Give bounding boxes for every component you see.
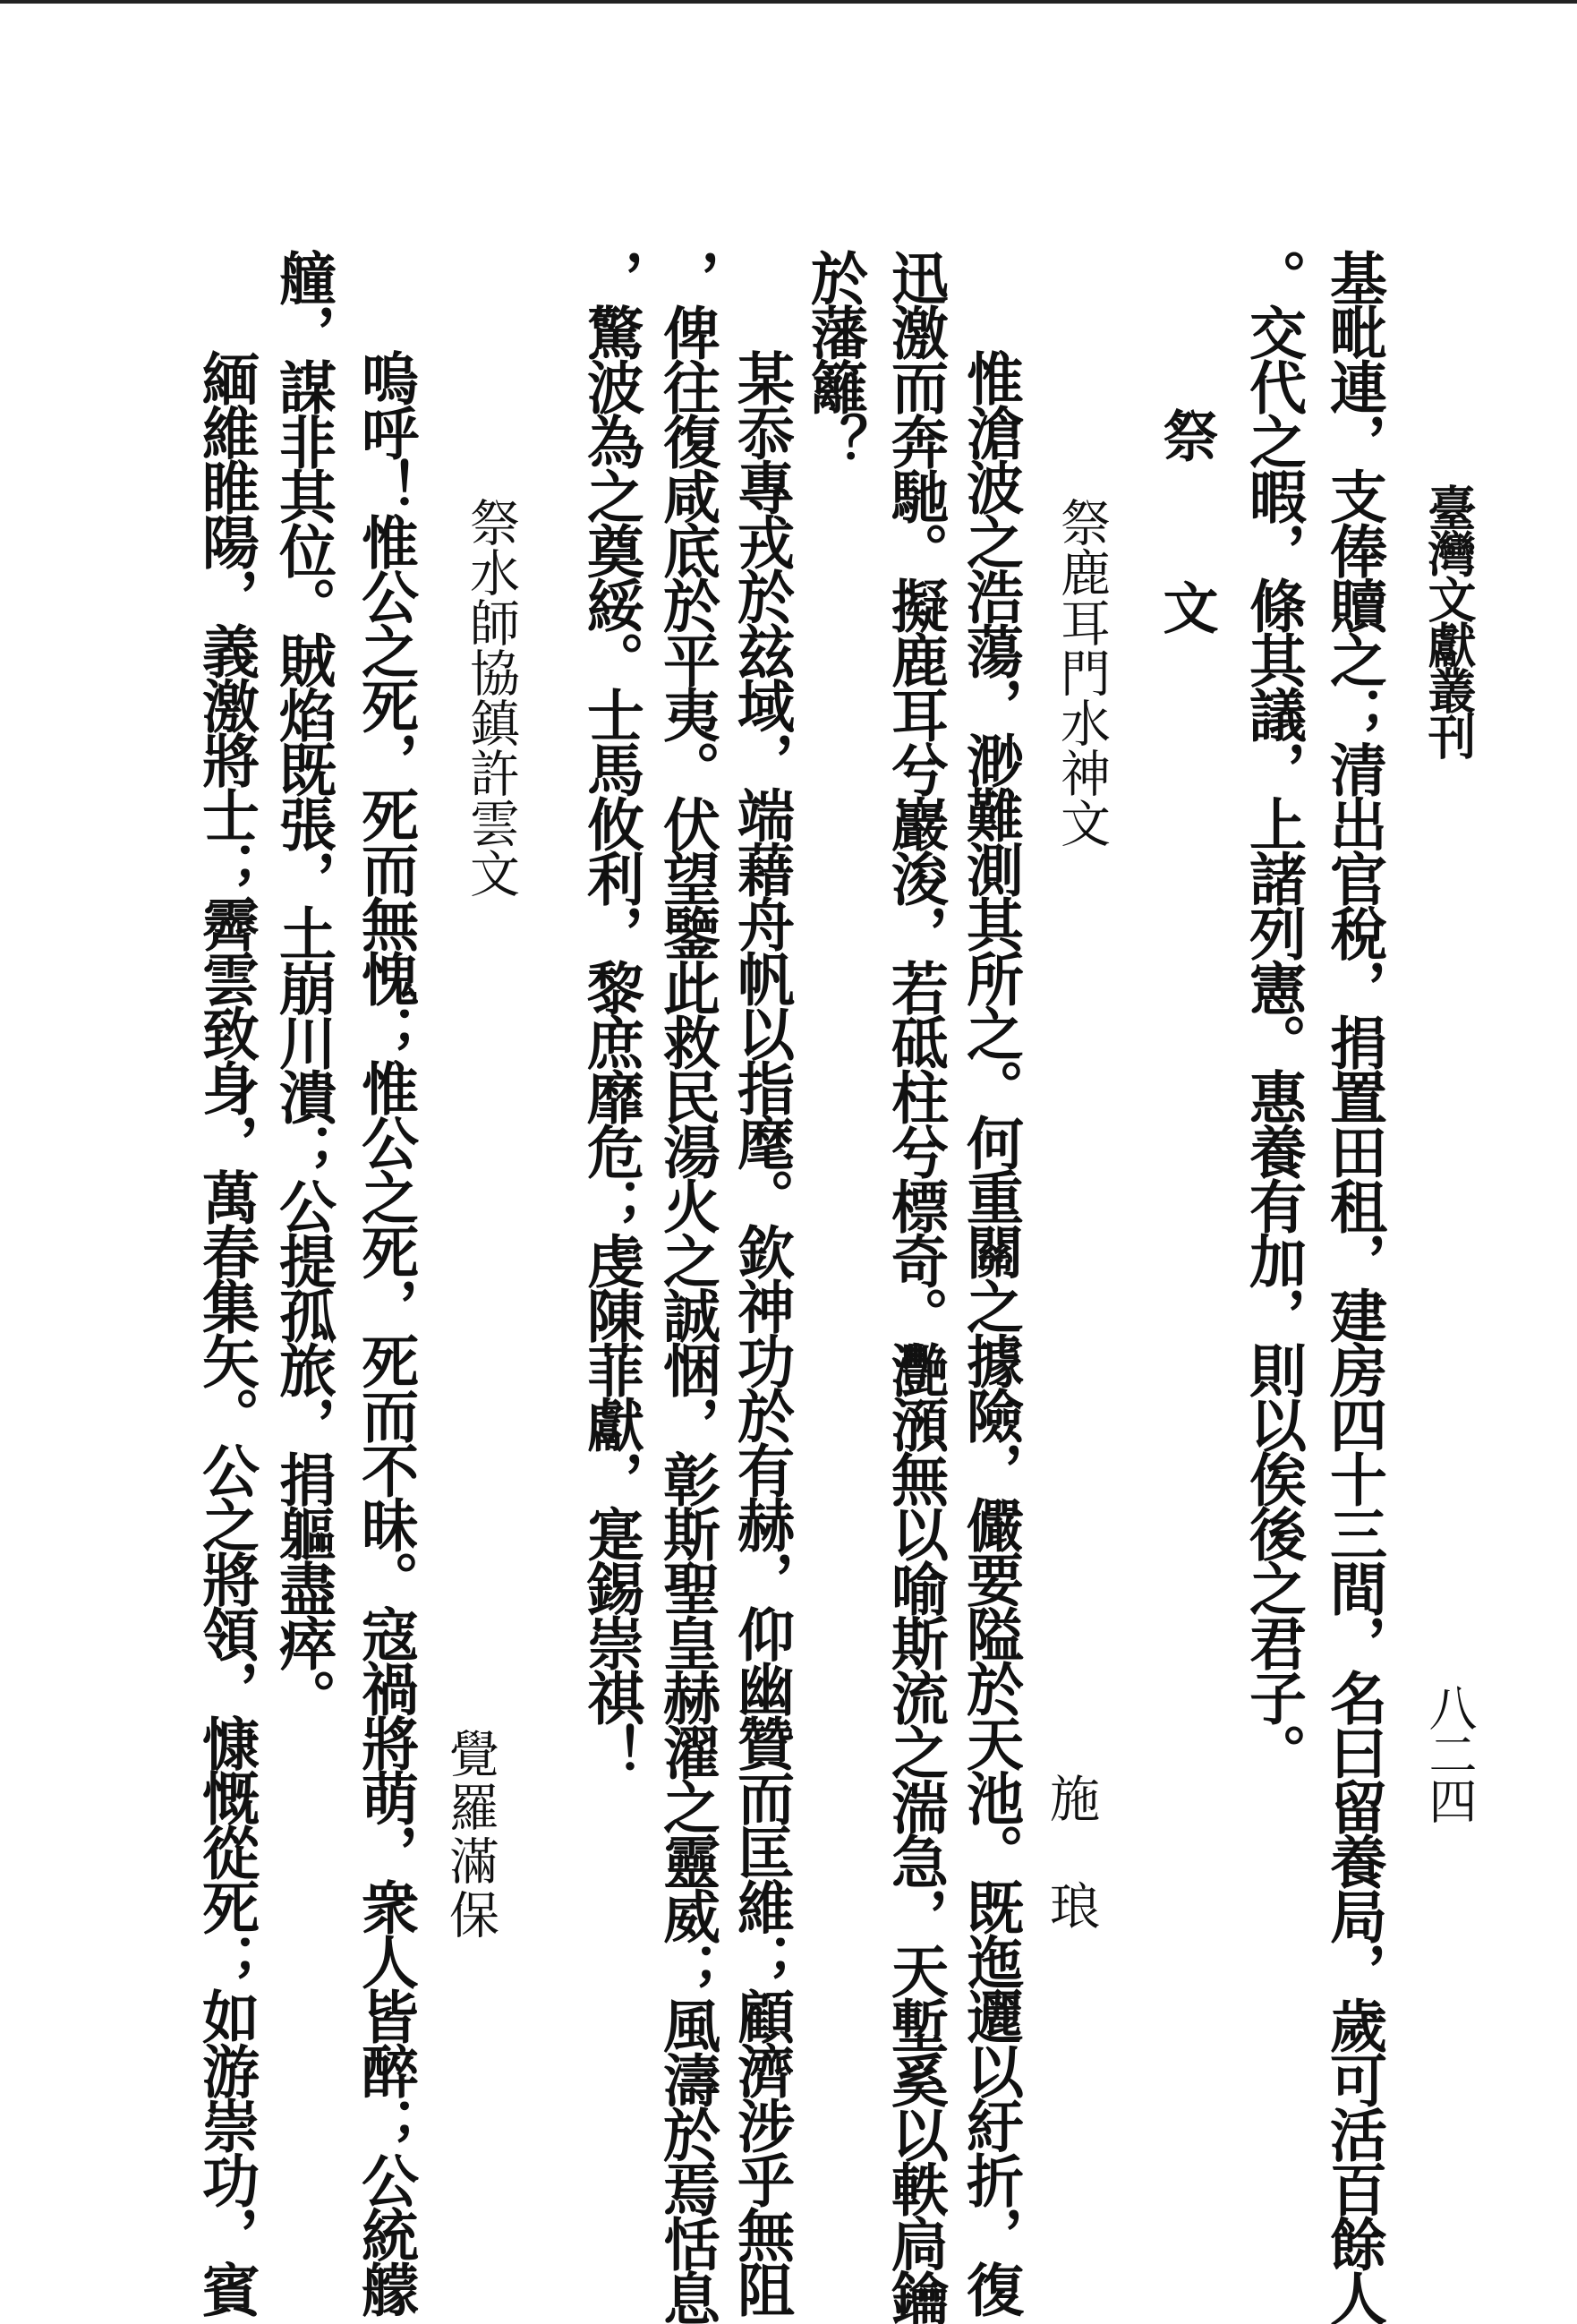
section-heading: 祭 文 xyxy=(1154,407,1219,665)
piece-text-line: 緬維睢陽，義激將士；霽雲致身，萬春集矢。公之將領，慷慨從死；如游崇功，賓 xyxy=(192,349,260,2315)
page-number: 八二四 xyxy=(1421,1683,1478,1823)
piece-text-line: 嗚呼！惟公之死，死而無愧；惟公之死，死而不昧。寇禍將萌，衆人皆醉；公統艨 xyxy=(352,349,419,2315)
piece-text-line: 惟滄波之浩蕩，渺難測其所之。何重關之據險，儼要隘於天池。既迤邐以紆折，復 xyxy=(957,349,1024,2315)
piece-text-line: 於藩籬？ xyxy=(801,249,868,467)
piece-author: 覺羅滿保 xyxy=(441,1728,499,1943)
piece-text-line: ，俾往復咸底於平夷。伏望鑒此救民湯火之誠悃，彰斯聖皇赫濯之靈威；風濤於焉恬息 xyxy=(653,249,720,2324)
piece-text-line: 迅激而奔馳。擬鹿耳兮巖浚，若砥柱兮標奇。灧澦無以喻斯流之湍急，天塹奚以軼扃鑰 xyxy=(882,249,949,2324)
running-header-title: 臺灣文獻叢刊 xyxy=(1420,483,1478,757)
piece-text-line: 某忝專戎於玆域，端藉舟帆以指麾。欽神功於有赫，仰幽贊而匡維；顧濟涉乎無阻 xyxy=(728,349,795,2315)
page-top-edge xyxy=(0,0,1577,4)
continued-text-line: 基毗連，支俸贖之；清出官稅，捐置田租，建房四十三間，名曰留養局，歲可活百餘人 xyxy=(1320,249,1387,2324)
piece-title: 祭水師協鎮許雲文 xyxy=(462,497,520,898)
continued-text-line: 。交代之暇，條其議，上諸列憲。惠養有加，則以俟後之君子。 xyxy=(1240,249,1307,1778)
piece-text-line: ，驚波為之奠綏。士馬攸利，黎庶靡危；虔陳菲獻，寔錫崇祺！ xyxy=(577,249,644,1778)
piece-title: 祭鹿耳門水神文 xyxy=(1053,497,1111,848)
piece-text-line: 艟，謀非其位。賊焰既張，土崩川潰；公提孤旅，捐軀盡瘁。 xyxy=(269,249,337,1723)
piece-author: 施 琅 xyxy=(1042,1773,1100,1934)
